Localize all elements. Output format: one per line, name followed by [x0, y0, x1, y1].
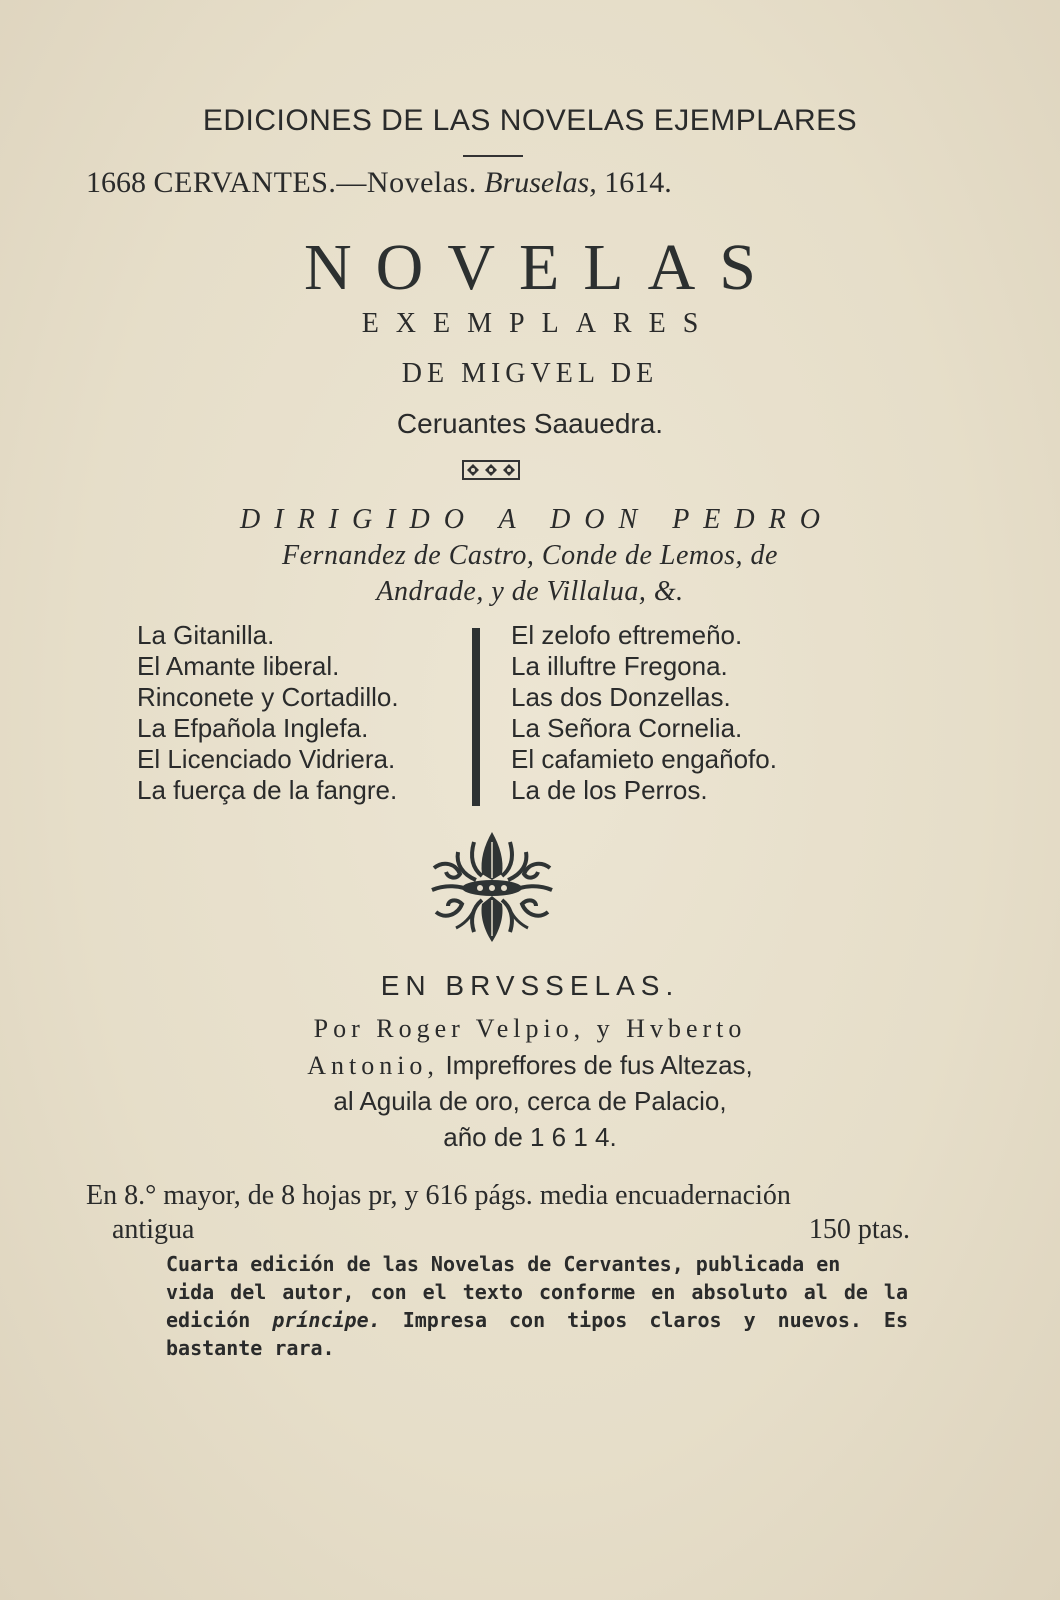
format-line-2 — [112, 1214, 910, 1246]
contents-item: El Amante liberal. — [137, 651, 340, 681]
contents-item: La illuftre Fregona. — [511, 651, 728, 681]
imprint-year: año de 1 6 1 4. — [443, 1122, 617, 1152]
contents-item: Rinconete y Cortadillo. — [137, 682, 399, 712]
imprint-address: al Aguila de oro, cerca de Palacio, — [333, 1086, 727, 1116]
note-end: Impresa con tipos claros y nuevos. Es bastante rara. — [166, 1308, 908, 1360]
title-rule — [463, 155, 523, 157]
imprint-printer-name: Antonio, — [307, 1051, 439, 1080]
contents-right-column — [511, 620, 777, 806]
contents-item: El cafamieto engañofo. — [511, 744, 777, 774]
contents-item: La Efpañola Inglefa. — [137, 713, 369, 743]
book-subtitle-2: DE MIGVEL DE — [401, 358, 659, 389]
dedication-line-2: Fernandez de Castro, Conde de Lemos, de — [282, 540, 778, 571]
book-subtitle-1: EXEMPLARES — [361, 308, 716, 339]
contents-item: La Gitanilla. — [137, 620, 275, 650]
small-ornament-icon — [462, 460, 520, 480]
format-line-1: En 8.° mayor, de 8 hojas pr, y 616 págs. media encuadernación — [86, 1180, 791, 1211]
dedication-line-1: DIRIGIDO A DON PEDRO — [240, 504, 834, 535]
entry-year: 1614. — [604, 166, 672, 199]
note-lead: Cuarta edición de las Novelas de Cervantes, publicada en — [166, 1252, 841, 1276]
contents-item: El Licenciado Vidriera. — [137, 744, 396, 774]
contents-item: La de los Perros. — [511, 775, 708, 805]
contents-item: La Señora Cornelia. — [511, 713, 743, 743]
contents-divider — [472, 628, 480, 806]
book-subtitle-3: Ceruantes Saauedra. — [396, 408, 664, 439]
contents-item: Las dos Donzellas. — [511, 682, 731, 712]
book-title: NOVELAS — [304, 231, 780, 304]
binding-text: antigua — [112, 1214, 195, 1245]
edition-note — [166, 1250, 908, 1362]
entry-author: CERVANTES.—Novelas. — [153, 166, 477, 199]
entry-place: Bruselas, — [484, 166, 597, 199]
contents-left-column — [137, 620, 399, 806]
catalog-entry — [86, 166, 672, 200]
price: 150 ptas. — [808, 1214, 910, 1245]
imprint-printers: Por Roger Velpio, y Hvberto — [313, 1014, 747, 1043]
fleuron-ornament-icon — [430, 828, 554, 946]
series-title: EDICIONES DE LAS NOVELAS EJEMPLARES — [202, 104, 858, 137]
note-mid: vida del autor, con el texto conforme en absoluto al de la edición — [166, 1280, 908, 1332]
imprint-printers-2 — [0, 1050, 1060, 1081]
entry-number: 1668 — [86, 166, 146, 199]
contents-item: La fuerça de la fangre. — [137, 775, 398, 805]
imprint-printer-title: Impreffores de fus Altezas, — [445, 1050, 753, 1080]
note-italic: príncipe. — [272, 1308, 381, 1332]
contents-item: El zelofo eftremeño. — [511, 620, 743, 650]
dedication-line-3: Andrade, y de Villalua, &. — [376, 576, 684, 607]
imprint-place: EN BRVSSELAS. — [380, 970, 680, 1001]
